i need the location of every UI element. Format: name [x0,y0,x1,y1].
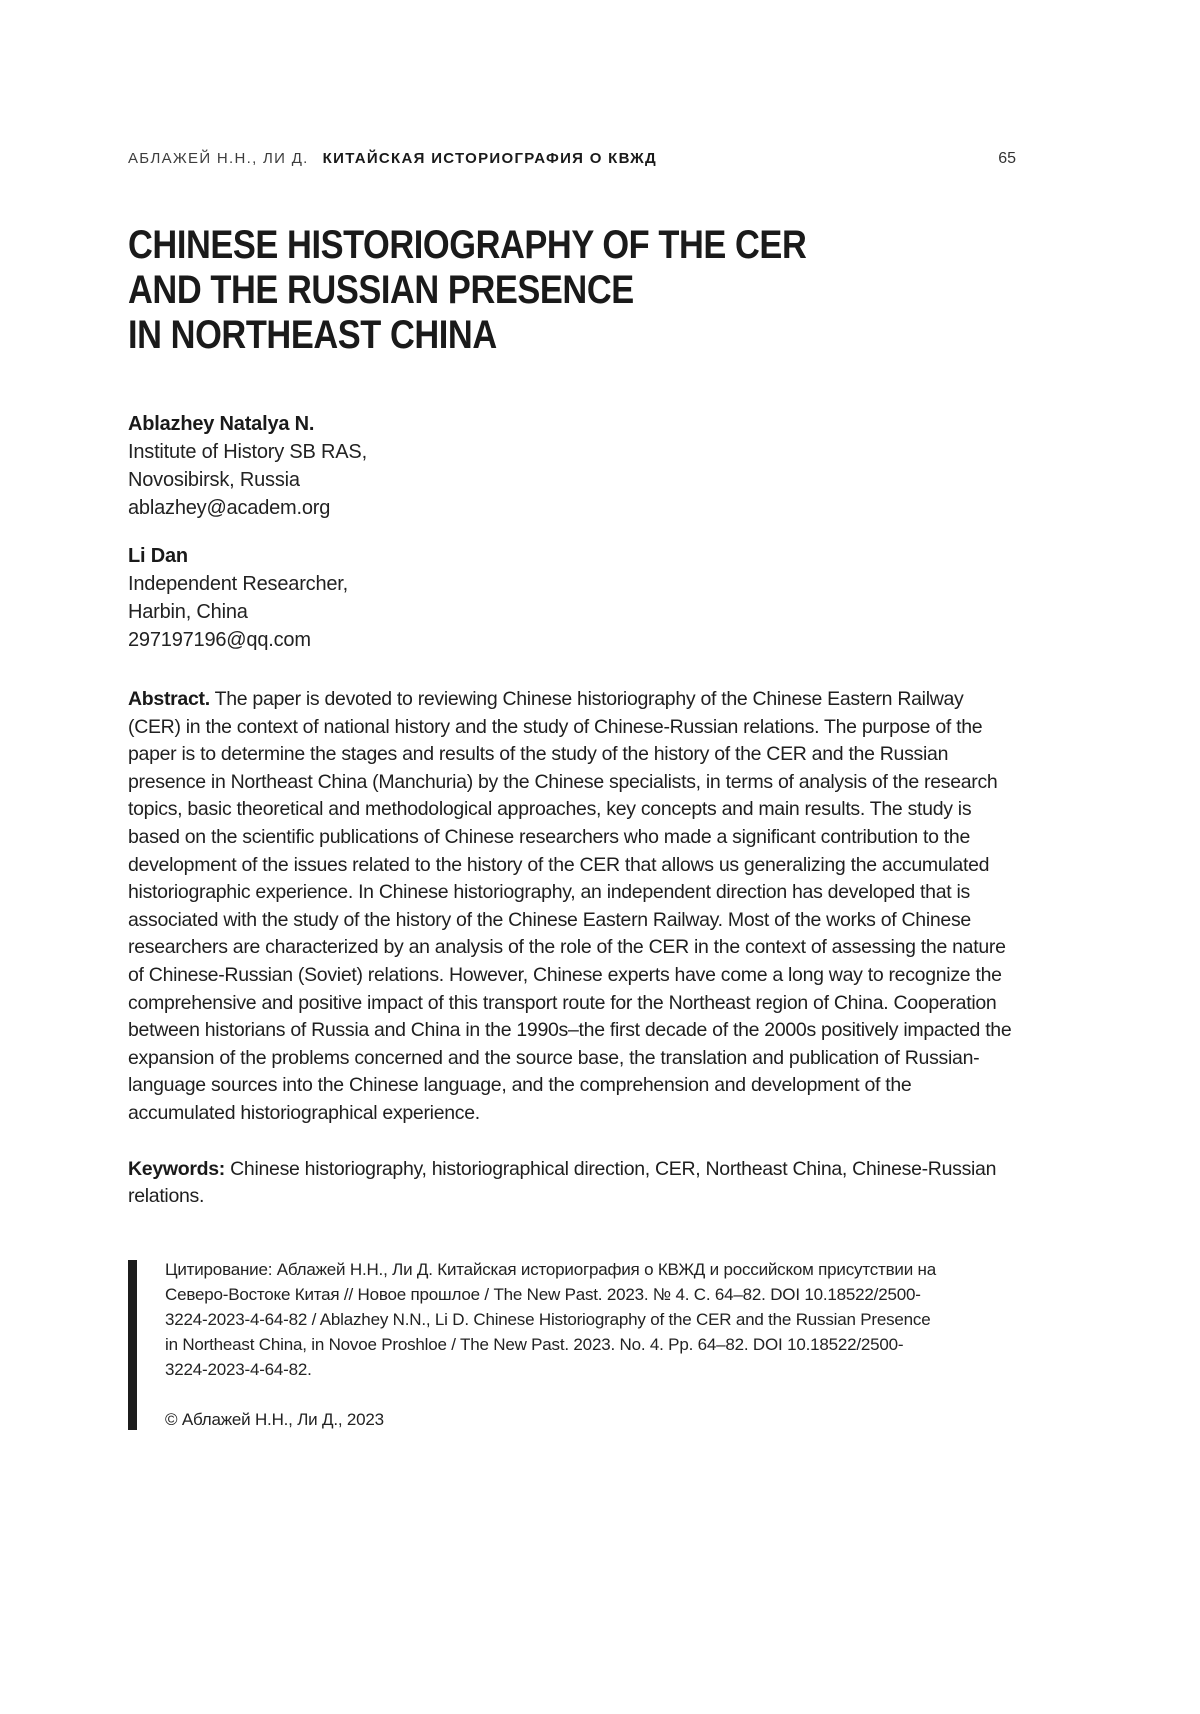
article-title-line1: CHINESE HISTORIOGRAPHY OF THE CER [128,223,807,267]
article-title-line2: AND THE RUSSIAN PRESENCE [128,268,634,312]
citation-bar [128,1260,137,1430]
abstract-paragraph [128,686,1016,1128]
author-block-2 [128,542,1016,654]
page-number: 65 [998,150,1016,167]
author-affiliation: Institute of History SB RAS, [128,441,367,463]
author-affiliation: Independent Researcher, [128,573,349,595]
keywords-paragraph [128,1156,1016,1211]
running-head-left [128,150,657,167]
abstract-label: Abstract. [128,688,210,710]
author-location: Harbin, China [128,601,248,623]
author-name: Ablazhey Natalya N. [128,413,315,435]
running-head-authors: АБЛАЖЕЙ Н.Н., ЛИ Д. [128,150,309,167]
citation-block [128,1257,958,1432]
page-content [128,0,1016,1432]
author-name: Li Dan [128,545,188,567]
article-title [128,223,892,358]
article-title-line3: IN NORTHEAST CHINA [128,313,497,357]
running-head [128,150,1016,168]
author-location: Novosibirsk, Russia [128,469,300,491]
keywords-label: Keywords: [128,1157,225,1180]
author-email: ablazhey@academ.org [128,497,331,519]
abstract-text: The paper is devoted to reviewing Chinese historiography of the Chinese Eastern Railway (CER) in the context of national history and the study of Chinese-Russian relations. The purpose of the paper is to determine the stages and results of the study of the history of the CER and the Russian presence in Northeast China (Manchuria) by the Chinese specialists, in terms of analysis of the research topics, basic theoretical and methodological approaches, key concepts and main results. The study is based on the scientific publications of Chinese researchers who made a significant contribution to the development of the issues related to the history of the CER that allows us generalizing the accumulated historiographic experience. In Chinese historiography, an independent direction has developed that is associated with the study of the history of the Chinese Eastern Railway. Most of the works of Chinese researchers are characterized by an analysis of the role of the CER in the context of assessing the nature of Chinese-Russian (Soviet) relations. However, Chinese experts have come a long way to recognize the comprehensive and positive impact of this transport route for the Northeast region of China. Cooperation between historians of Russia and China in the 1990s–the first decade of the 2000s positively impacted the expansion of the problems concerned and the source base, the translation and publication of Russian-language sources into the Chinese language, and the comprehension and development of the accumulated historiographical experience. [128,688,1012,1124]
keywords-text: Chinese historiography, historiographical direction, CER, Northeast China, Chinese-Russian relations. [128,1157,997,1208]
citation-text: Цитирование: Аблажей Н.Н., Ли Д. Китайская историография о КВЖД и российском присутствии на Северо-Востоке Китая // Новое прошлое / The New Past. 2023. № 4. С. 64–82. DOI 10.18522/2500-3224-2023-4-64-82 / Ablazhey N.N., Li D. Chinese Historiography of the CER and the Russian Presence in Northeast China, in Novoe Proshloe / The New Past. 2023. No. 4. Pp. 64–82. DOI 10.18522/2500-3224-2023-4-64-82. [165,1259,936,1379]
copyright-line: © Аблажей Н.Н., Ли Д., 2023 [165,1409,384,1429]
author-block-1 [128,410,1016,522]
running-head-title: КИТАЙСКАЯ ИСТОРИОГРАФИЯ О КВЖД [322,150,658,167]
authors-section [128,410,1016,654]
author-email: 297197196@qq.com [128,629,311,651]
